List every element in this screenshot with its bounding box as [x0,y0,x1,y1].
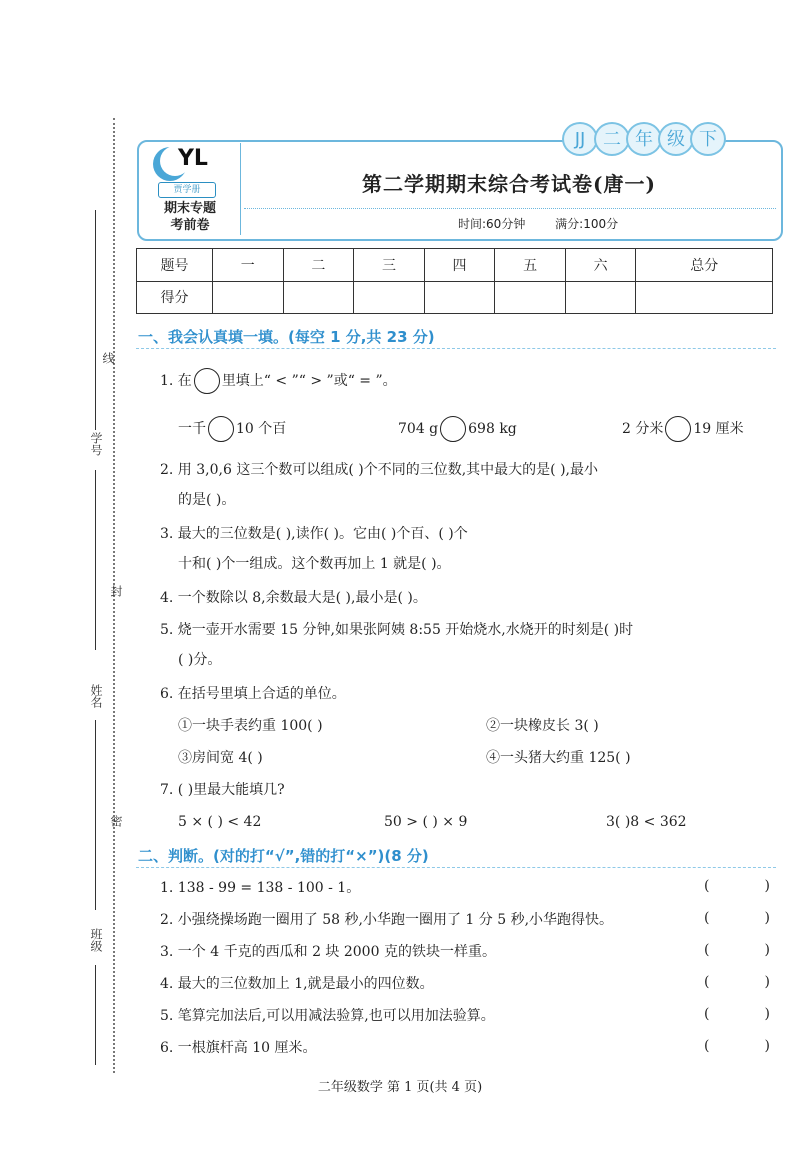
score-input-cell[interactable] [213,281,284,314]
judge-item-4: 4. 最大的三位数加上 1,就是最小的四位数。 [160,976,434,992]
score-table-score-row [137,281,773,314]
question-6: 6. 在括号里填上合适的单位。 [160,686,346,702]
score-header-cell: 二 [283,249,354,282]
paren-open: ( [704,1006,710,1022]
question-2-line1: 2. 用 3,0,6 这三个数可以组成( )个不同的三位数,其中最大的是( ),最小 [160,462,598,478]
q1-compare-1 [178,416,286,442]
score-table-header-row [137,249,773,282]
question-4: 4. 一个数除以 8,余数最大是( ),最小是( )。 [160,590,427,606]
score-table [136,248,773,314]
compare-circle-answer[interactable] [440,416,466,442]
question-2-line2: 的是( )。 [178,492,236,508]
q6-item-b: ②一块橡皮长 3( ) [486,718,599,734]
question-5-line1: 5. 烧一壶开水需要 15 分钟,如果张阿姨 8:55 开始烧水,水烧开的时刻是( )时 [160,622,634,638]
logo-subtitle [148,200,232,234]
score-input-cell[interactable] [565,281,636,314]
q6-item-d: ④一头猪大约重 125( ) [486,750,631,766]
grade-badge: JJ [562,122,598,156]
question-7: 7. ( )里最大能填几? [160,782,285,798]
side-label-name: 姓名 [89,684,103,708]
side-rule [95,720,96,910]
judge-answer-box[interactable] [704,910,770,926]
question-3-line2: 十和( )个一组成。这个数再加上 1 就是( )。 [178,556,451,572]
exam-title: 第二学期期末综合考试卷(唐一) [362,172,656,196]
judge-answer-box[interactable] [704,1006,770,1022]
logo-tag: 贾学册 [158,182,216,198]
score-header-cell: 四 [424,249,495,282]
section1-divider [136,348,776,349]
judge-answer-box[interactable] [704,974,770,990]
paren-close: ) [764,910,770,926]
section2-divider [136,867,776,868]
score-input-cell[interactable] [424,281,495,314]
section2-title: 二、判断。(对的打“√”,错的打“×”)(8 分) [138,847,429,865]
q7-item-a: 5 × ( ) < 42 [178,814,262,830]
page-footer: 二年级数学 第 1 页(共 4 页) [317,1080,483,1095]
paren-open: ( [704,942,710,958]
score-header-cell: 三 [354,249,425,282]
side-label-class: 班级 [89,928,103,952]
q1-compare-2 [398,416,517,442]
paren-open: ( [704,1038,710,1054]
paren-open: ( [704,974,710,990]
paren-close: ) [764,1006,770,1022]
side-rule [95,965,96,1065]
score-input-cell[interactable] [495,281,566,314]
q6-item-c: ③房间宽 4( ) [178,750,263,766]
score-header-cell: 五 [495,249,566,282]
judge-answer-box[interactable] [704,1038,770,1054]
grade-badge: 年 [626,122,662,156]
question-5-line2: ( )分。 [178,652,222,668]
q7-item-c: 3( )8 < 362 [606,814,687,830]
side-rule [95,210,96,430]
score-input-cell[interactable] [283,281,354,314]
score-header-cell: 六 [565,249,636,282]
score-header-cell: 题号 [137,249,213,282]
q1-c2-left: 704 g [398,421,439,437]
paren-close: ) [764,974,770,990]
q7-item-b: 50 > ( ) × 9 [384,814,468,830]
paren-close: ) [764,1038,770,1054]
q6-item-a: ①一块手表约重 100( ) [178,718,323,734]
grade-badge: 级 [658,122,694,156]
title-divider [244,208,776,209]
paren-close: ) [764,878,770,894]
judge-item-6: 6. 一根旗杆高 10 厘米。 [160,1040,317,1056]
q1-c3-left: 2 分米 [622,421,664,437]
side-rule [95,470,96,650]
score-input-cell[interactable] [636,281,773,314]
question-1 [160,368,397,394]
grade-badge: 二 [594,122,630,156]
side-label-closed: 密 [109,815,123,827]
q1-compare-3 [622,416,744,442]
judge-item-1: 1. 138 - 99 = 138 - 100 - 1。 [160,880,361,896]
judge-item-2: 2. 小强绕操场跑一圈用了 58 秒,小华跑一圈用了 1 分 5 秒,小华跑得快。 [160,912,614,928]
compare-circle-icon [194,368,220,394]
q1-c3-right: 19 厘米 [693,421,744,437]
section1-title: 一、我会认真填一填。(每空 1 分,共 23 分) [138,328,435,346]
q1-text-a: 1. 在 [160,373,192,389]
judge-item-3: 3. 一个 4 千克的西瓜和 2 块 2000 克的铁块一样重。 [160,944,496,960]
judge-item-5: 5. 笔算完加法后,可以用减法验算,也可以用加法验算。 [160,1008,495,1024]
score-header-cell: 总分 [636,249,773,282]
compare-circle-answer[interactable] [665,416,691,442]
judge-answer-box[interactable] [704,878,770,894]
q1-c1-right: 10 个百 [236,421,287,437]
q1-c2-right: 698 kg [468,421,517,437]
side-label-seal: 封 [109,585,123,597]
grade-badges [566,122,726,156]
score-input-cell[interactable] [354,281,425,314]
side-label-line: 线 [101,352,115,364]
question-3-line1: 3. 最大的三位数是( ),读作( )。它由( )个百、( )个 [160,526,468,542]
paren-open: ( [704,878,710,894]
compare-circle-answer[interactable] [208,416,234,442]
paren-open: ( [704,910,710,926]
logo-text: YL [178,146,208,171]
grade-badge: 下 [690,122,726,156]
exam-meta [458,215,644,232]
exam-time: 时间:60分钟 [458,217,526,231]
q1-text-b: 里填上“ < ”“ > ”或“ = ”。 [221,373,397,389]
paren-close: ) [764,942,770,958]
side-label-student-id: 学号 [89,432,103,456]
q1-c1-left: 一千 [178,421,206,437]
score-row-label: 得分 [137,281,213,314]
logo-subtitle-line2: 考前卷 [170,218,210,233]
logo-subtitle-line1: 期末专题 [163,201,216,216]
exam-full-score: 满分:100分 [555,217,619,231]
score-header-cell: 一 [213,249,284,282]
judge-answer-box[interactable] [704,942,770,958]
